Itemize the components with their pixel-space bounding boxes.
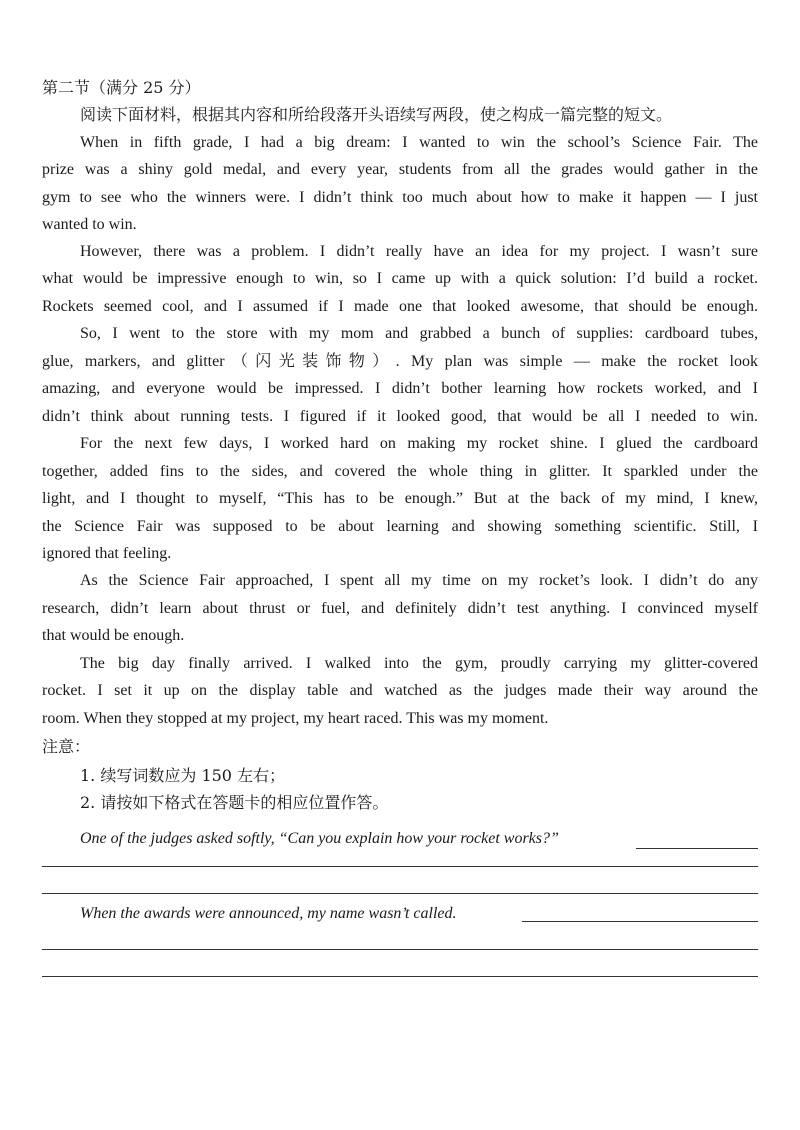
continuation-prompt-1: One of the judges asked softly, “Can you explain how your rocket works?” [80, 830, 559, 847]
section-instruction: 阅读下面材料，根据其内容和所给段落开头语续写两段，使之构成一篇完整的短文。 [80, 105, 673, 124]
passage-p2-line-2: what would be impressive enough to win, so I came up with a quick solution: I’d build a rocket. [42, 270, 758, 287]
passage-p1-line-1: When in fifth grade, I had a big dream: I wanted to win the school’s Science Fair. The [80, 134, 758, 151]
passage-p1-line-4: wanted to win. [42, 216, 137, 233]
passage-p3-line-3: amazing, and everyone would be impressed. I didn’t bother learning how rockets worked, and I [42, 380, 758, 397]
passage-p4-line-2: together, added fins to the sides, and covered the whole thing in glitter. It sparkled under the [42, 463, 758, 480]
answer-line-1b [42, 893, 758, 894]
passage-p4-line-3: light, and I thought to myself, “This has to be enough.” But at the back of my mind, I knew, [42, 490, 758, 507]
passage-p4-line-1: For the next few days, I worked hard on making my rocket shine. I glued the cardboard [80, 435, 758, 452]
passage-p1-line-3: gym to see who the winners were. I didn’t think too much about how to make it happen — I just [42, 189, 758, 206]
answer-line-2a [42, 949, 758, 950]
passage-p5-line-1: As the Science Fair approached, I spent all my time on my rocket’s look. I didn’t do any [80, 572, 758, 589]
section-title: 第二节（满分 25 分） [42, 78, 201, 97]
answer-blank-2 [522, 921, 758, 922]
passage-p4-line-5: ignored that feeling. [42, 545, 172, 562]
passage-p4-line-4: the Science Fair was supposed to be about learning and showing something scientific. Still, I [42, 518, 758, 535]
passage-p6-line-2: rocket. I set it up on the display table and watched as the judges made their way around the [42, 682, 758, 699]
notes-item-2: 2. 请按如下格式在答题卡的相应位置作答。 [80, 793, 389, 812]
passage-p2-line-1: However, there was a problem. I didn’t really have an idea for my project. I wasn’t sure [80, 243, 758, 260]
passage-p3-line-4: didn’t think about running tests. I figured if it looked good, that would be all I needed to win. [42, 408, 758, 425]
passage-p1-line-2: prize was a shiny gold medal, and every year, students from all the grades would gather in the [42, 161, 758, 178]
passage-p6-line-1: The big day finally arrived. I walked into the gym, proudly carrying my glitter-covered [80, 655, 758, 672]
continuation-prompt-2: When the awards were announced, my name wasn’t called. [80, 905, 457, 922]
passage-p5-line-3: that would be enough. [42, 627, 185, 644]
passage-p5-line-2: research, didn’t learn about thrust or fuel, and definitely didn’t test anything. I convinced myself [42, 600, 758, 617]
passage-p6-line-3: room. When they stopped at my project, my heart raced. This was my moment. [42, 710, 549, 727]
notes-heading: 注意： [42, 737, 91, 756]
notes-item-1: 1. 续写词数应为 150 左右； [80, 766, 286, 785]
passage-p3-line-2: glue, markers, and glitter（闪光装饰物）. My plan was simple — make the rocket look [42, 353, 758, 370]
answer-line-1a [42, 866, 758, 867]
passage-p2-line-3: Rockets seemed cool, and I assumed if I made one that looked awesome, that should be enough. [42, 298, 758, 315]
answer-line-2b [42, 976, 758, 977]
answer-blank-1 [636, 848, 758, 849]
passage-p3-line-1: So, I went to the store with my mom and grabbed a bunch of supplies: cardboard tubes, [80, 325, 758, 342]
